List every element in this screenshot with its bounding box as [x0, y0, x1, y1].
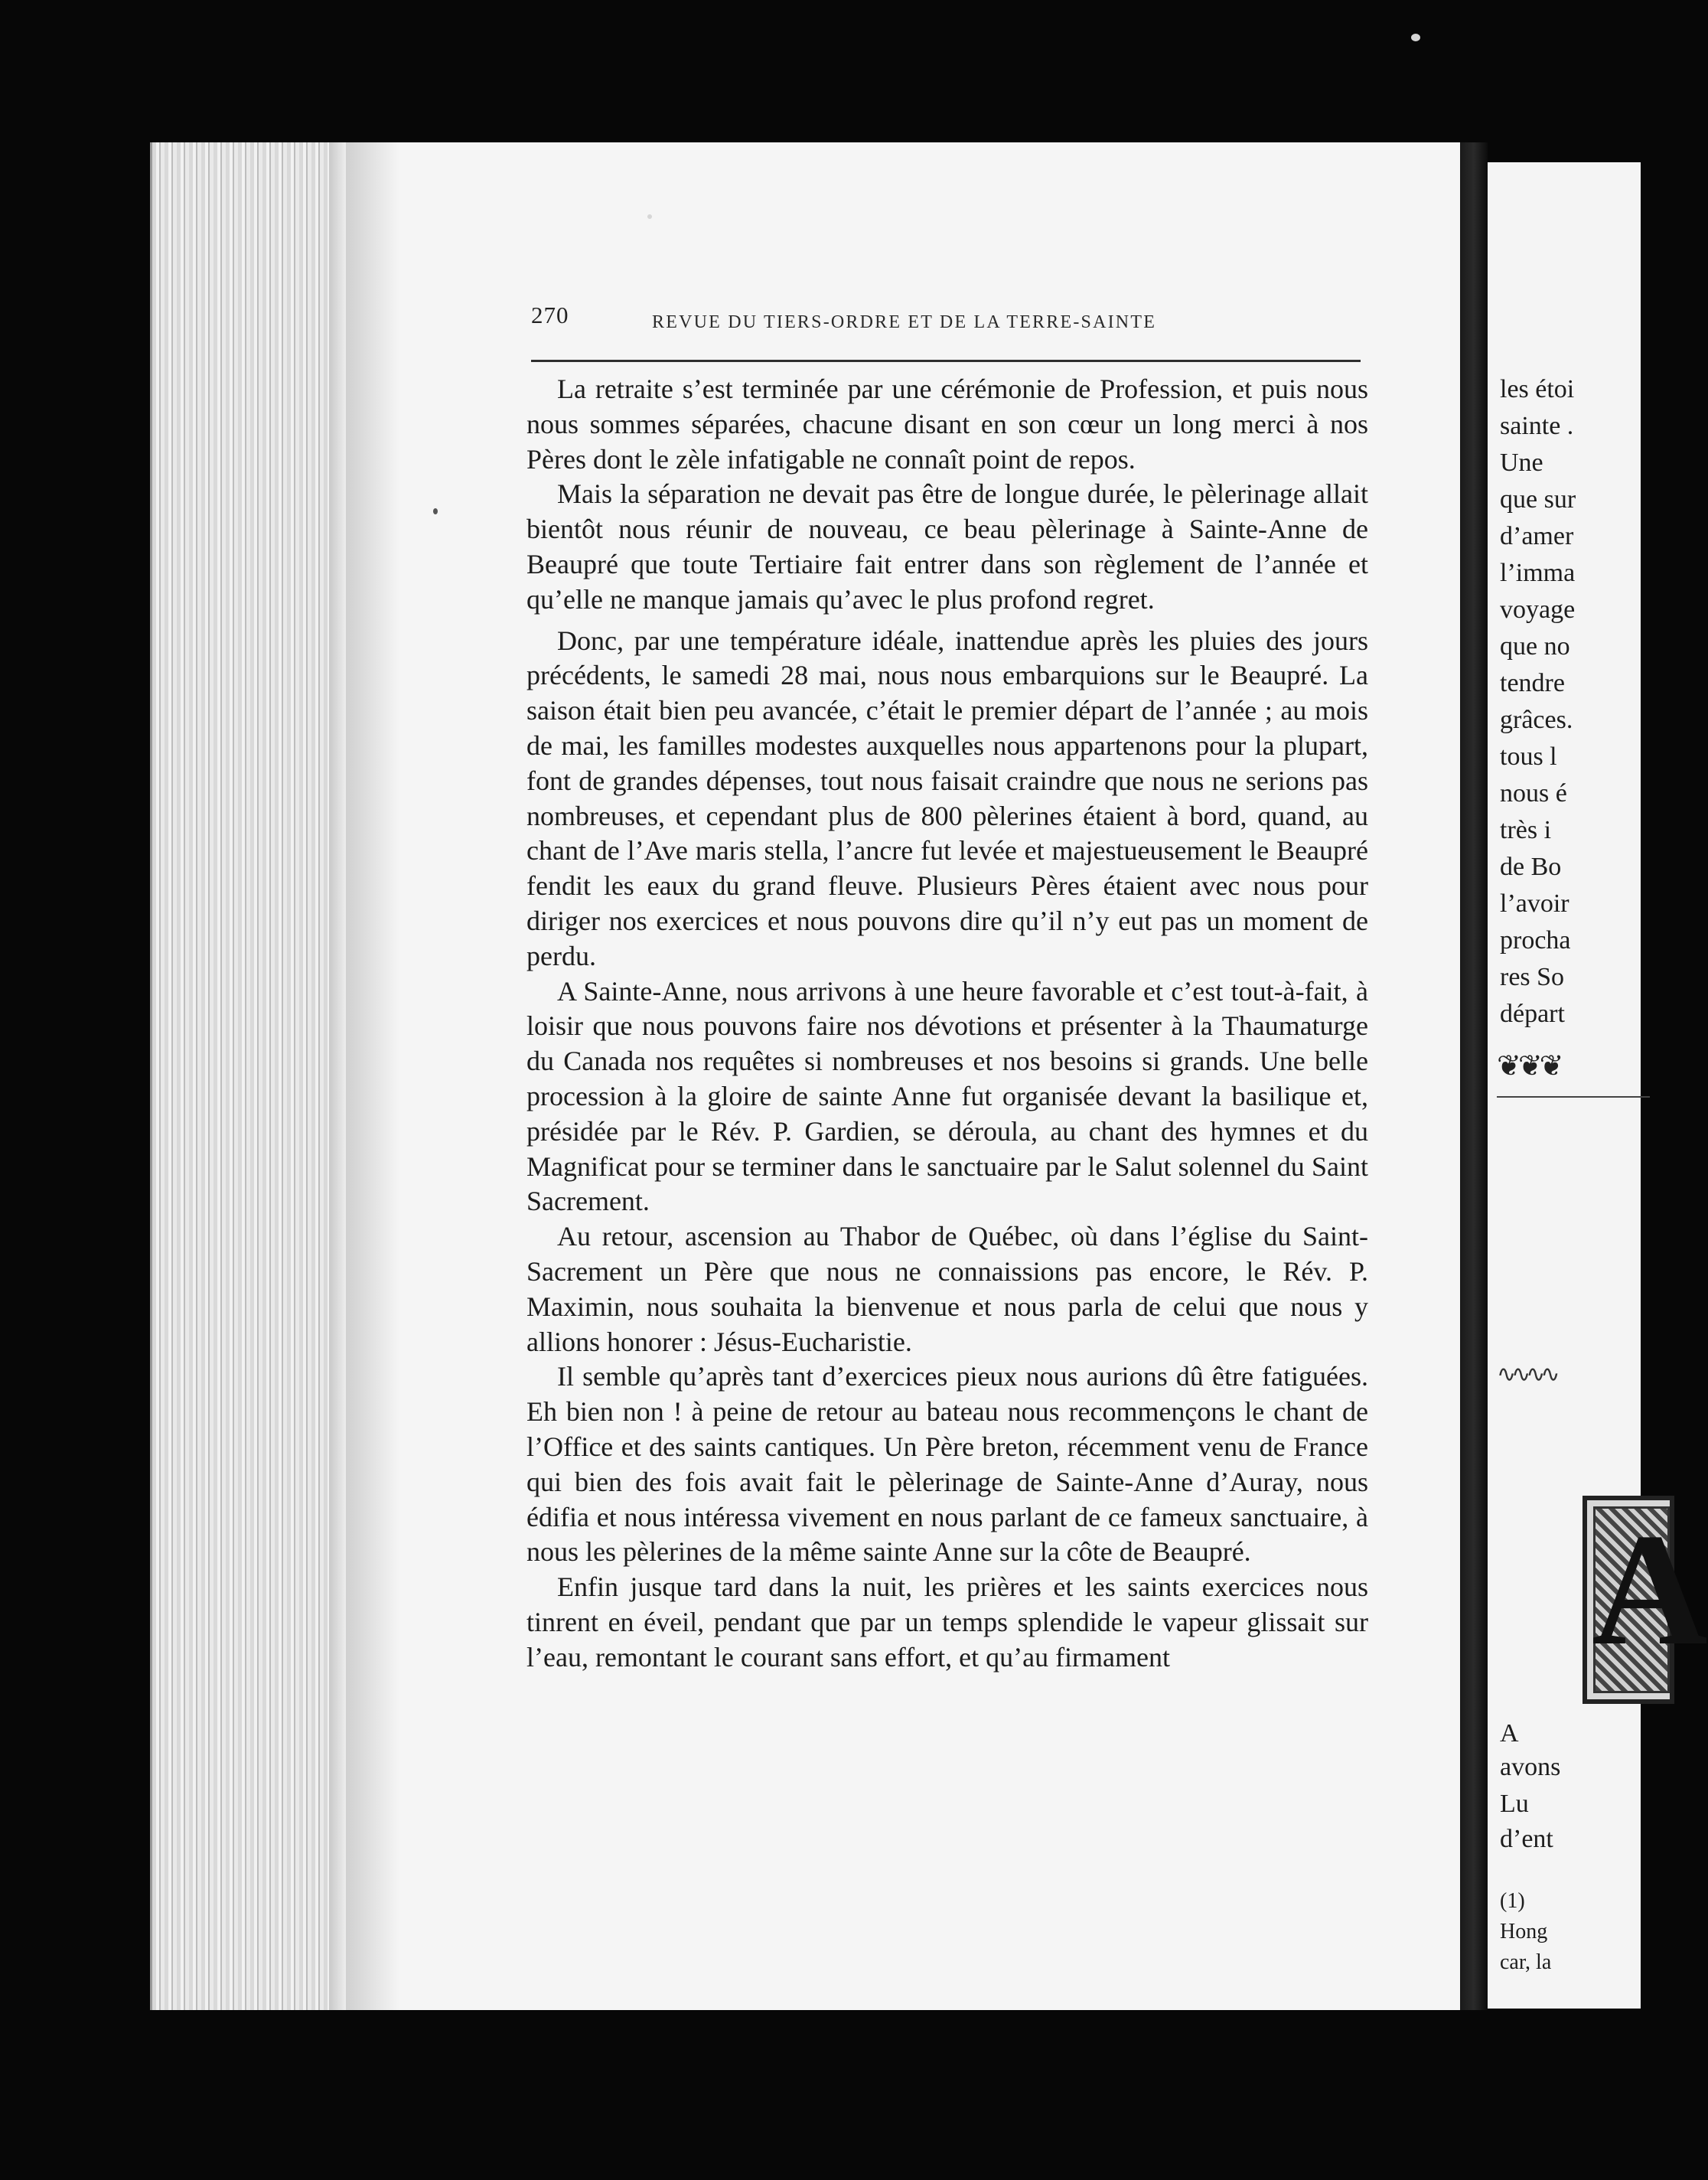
body-text: [526, 372, 1368, 1675]
dust-speck: [647, 214, 652, 219]
book-gutter: [1460, 142, 1488, 2010]
paragraph: Enfin jusque tard dans la nuit, les prières et les saints exercices nous tinrent en éveil, pendant que par un temps splendide le vapeur glissait sur l’eau, remontant le courant sans effort, et qu’au firmament: [526, 1571, 1368, 1673]
ornament-icon: ❦❦❦: [1497, 1050, 1561, 1082]
next-page-line: que sur: [1500, 485, 1576, 514]
page-stack-edges: [150, 142, 350, 2010]
next-page-line: d’amer: [1500, 522, 1574, 550]
next-page-line: que no: [1500, 632, 1570, 661]
next-page-line: très i: [1500, 816, 1552, 844]
next-page-line: grâces.: [1500, 706, 1573, 734]
next-page: [1488, 162, 1708, 2009]
next-page-line: A: [1500, 1719, 1519, 1748]
next-page-line: départ: [1500, 1000, 1565, 1028]
next-page-line: l’imma: [1500, 559, 1576, 587]
next-page-line: procha: [1500, 926, 1571, 955]
paragraph: Au retour, ascension au Thabor de Québec, où dans l’église du Saint-Sacrement un Père que nous ne connaissions pas encore, le Rév. P. Maximin, nous souhaita la bienvenue et nous parla de celui que nous y allions honorer : Jésus-Eucharistie.: [526, 1221, 1368, 1357]
next-page-line: Lu: [1500, 1790, 1529, 1818]
paragraph: Il semble qu’après tant d’exercices pieux nous aurions dû être fatiguées. Eh bien non ! à peine de retour au bateau nous recommençons le chant de l’Office et des saints cantiques. Un Père breton, récemment venu de France qui bien des fois avait fait le pèlerinage de Sainte-Anne d’Auray, nous édifia et nous intéressa vivement en nous parlant de ce fameux sanctuaire, à nous les pèlerines de la même sainte Anne sur la côte de Beaupré.: [526, 1361, 1368, 1568]
paragraph: A Sainte-Anne, nous arrivons à une heure favorable et c’est tout-à-fait, à loisir que nous pouvons faire nos dévotions et présenter à la Thaumaturge du Canada nos requêtes si nombreuses et nos besoins si grands. Une belle procession à la gloire de sainte Anne fut organisée devant la basilique et, présidée par le Rév. P. Gardien, se déroula, au chant des hymnes et du Magnificat pour se terminer dans le sanctuaire par le Salut solennel du Saint Sacrement.: [526, 975, 1368, 1217]
page-inner-shade: [346, 142, 399, 2010]
next-page-line: d’ent: [1500, 1825, 1553, 1853]
initial-letter: A: [1592, 1501, 1708, 1679]
paragraph: Mais la séparation ne devait pas être de longue durée, le pèlerinage allait bientôt nous réunir de nouveau, ce beau pèlerinage à Sainte-Anne de Beaupré que toute Tertiaire fait entrer dans son règlement de l’année et qu’elle ne manque jamais qu’avec le plus profond regret.: [526, 478, 1368, 615]
ornament-rule: [1497, 1096, 1650, 1098]
next-page-line: de Bo: [1500, 853, 1562, 881]
wave-divider-icon: ∿∿∿∿: [1497, 1362, 1556, 1387]
next-page-line: tous l: [1500, 742, 1557, 771]
ink-speck: [433, 508, 438, 514]
header-rule: [531, 360, 1361, 362]
next-page-line: Une: [1500, 449, 1543, 477]
next-page-line: res So: [1500, 963, 1565, 991]
dust-speck: [1411, 34, 1420, 41]
next-page-line: voyage: [1500, 596, 1576, 624]
next-page-line: avons: [1500, 1753, 1561, 1781]
footnote-line: Hong: [1500, 1920, 1548, 1943]
next-page-line: les étoi: [1500, 375, 1575, 403]
footnote-line: (1): [1500, 1889, 1525, 1913]
next-page-line: tendre: [1500, 669, 1565, 697]
paragraph: Donc, par une température idéale, inattendue après les pluies des jours précédents, le samedi 28 mai, nous nous embarquions sur le Beaupré. La saison était bien peu avancée, c’était le premier départ de l’année ; au mois de mai, les familles modestes auxquelles nous appartenons pour la plupart, font de grandes dépenses, tout nous faisait craindre que nous ne serions pas nombreuses, et cependant plus de 800 pèlerines étaient à bord, quand, au chant de l’Ave maris stella, l’ancre fut levée et majestueusement le Beaupré fendit les eaux du grand fleuve. Plusieurs Pères étaient avec nous pour diriger nos exercices et nous pouvons dire qu’il n’y eut pas un moment de perdu.: [526, 625, 1368, 971]
next-page-line: nous é: [1500, 779, 1567, 808]
decorated-initial: [1583, 1496, 1708, 1704]
next-page-line: l’avoir: [1500, 889, 1569, 918]
next-page-line: sainte .: [1500, 412, 1574, 440]
paragraph: La retraite s’est terminée par une cérémonie de Profession, et puis nous nous sommes séparées, chacune disant en son cœur un long merci à nos Pères dont le zèle infatigable ne connaît point de repos.: [526, 374, 1368, 475]
page-number: 270: [531, 302, 569, 328]
footnote-line: car, la: [1500, 1950, 1552, 1974]
running-title: REVUE DU TIERS-ORDRE ET DE LA TERRE-SAINTE: [652, 312, 1157, 332]
